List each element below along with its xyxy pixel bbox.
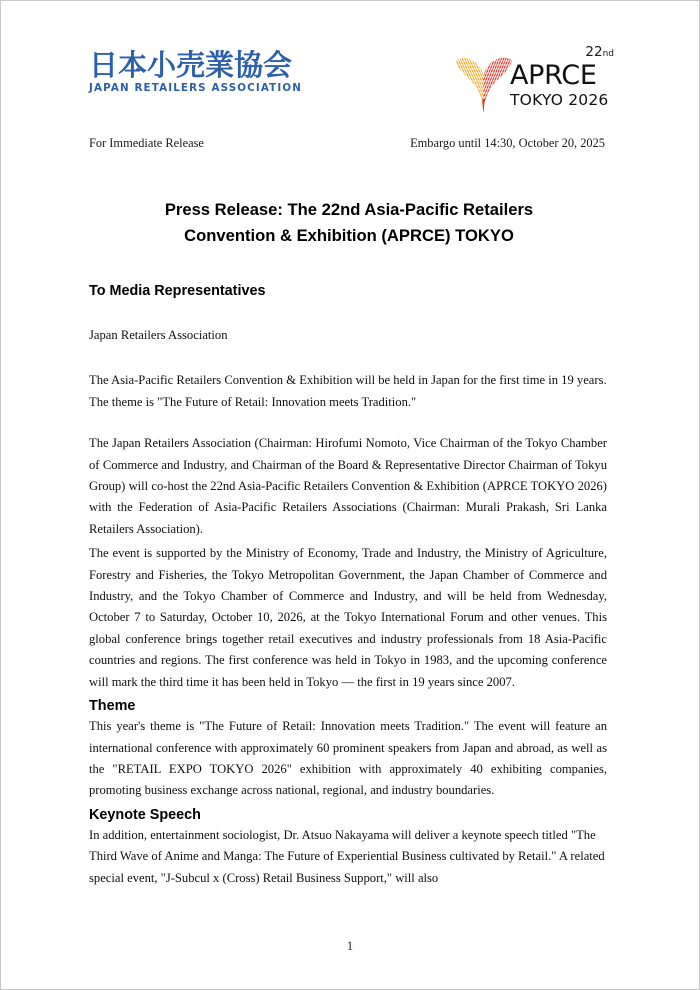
japan-retailers-association-logo xyxy=(89,48,303,95)
jra-logo-japanese-text: 日本小売業協会 xyxy=(89,48,293,82)
page-number: 1 xyxy=(346,939,354,953)
issuer-line: Japan Retailers Association xyxy=(89,328,228,342)
cohost-paragraph: The Japan Retailers Association (Chairman: Hirofumi Nomoto, Vice Chairman of the Tokyo Chamber of Commerce and Industry, and Chairman of the Board & Representative Director Chairman of Tokyu Group) will co-host the 22nd Asia-Pacific Retailers Convention & Exhibition (APRCE TOKYO 2026) with the Federation of Asia-Pacific Retailers Associations (Chairman: Murali Prakash, Sri Lanka Retailers Association). xyxy=(89,436,607,536)
section-heading-keynote-speech: Keynote Speech xyxy=(89,806,201,823)
aprce-location-year-text: TOKYO 2026 xyxy=(510,91,609,109)
letterhead xyxy=(1,45,699,115)
aprce-wordmark xyxy=(510,45,620,109)
aprce-fan-mark-icon xyxy=(453,47,515,115)
spacer xyxy=(89,301,607,325)
release-type-label: For Immediate Release xyxy=(89,136,204,150)
section-body-keynote-speech: In addition, entertainment sociologist, Dr. Atsuo Nakayama will deliver a keynote speech titled "The Third Wave of Anime and Manga: The Future of Experiential Business cultivated by Retail." A related special event, "J-Subcul x (Cross) Retail Business Support," will also xyxy=(89,827,605,885)
release-meta-line xyxy=(89,136,607,151)
aprce-name-text: APRCE xyxy=(510,60,597,91)
aprce-edition-suffix: nd xyxy=(602,49,614,59)
page-title-line-2: Convention & Exhibition (APRCE) TOKYO xyxy=(184,226,514,245)
document-body xyxy=(89,281,607,889)
addressee-heading: To Media Representatives xyxy=(89,283,266,299)
page-title xyxy=(89,197,609,249)
jra-logo-english-text: JAPAN RETAILERS ASSOCIATION xyxy=(89,82,303,94)
embargo-label: Embargo until 14:30, October 20, 2025 xyxy=(410,136,605,150)
page-title-line-1: Press Release: The 22nd Asia-Pacific Retailers xyxy=(164,200,534,219)
aprce-edition-number: 22 xyxy=(585,44,603,60)
spacer xyxy=(89,413,607,433)
intro-paragraph: The Asia-Pacific Retailers Convention & Exhibition will be held in Japan for the first time in 19 years. The theme is "The Future of Retail: Innovation meets Tradition." xyxy=(89,373,607,409)
support-paragraph: The event is supported by the Ministry of Economy, Trade and Industry, the Ministry of Agriculture, Forestry and Fisheries, the Tokyo Metropolitan Government, the Japan Chamber of Commerce and Industry, and the Tokyo Chamber of Commerce and Industry, and will be held from Wednesday, October 7 to Saturday, October 10, 2026, at the Tokyo International Forum and other venues. This global conference brings together retail executives and industry professionals from 18 Asia-Pacific countries and regions. The first conference was held in Tokyo in 1983, and the upcoming conference will mark the third time it has been held in Tokyo — the first in 19 years since 2007. xyxy=(89,546,607,689)
spacer xyxy=(89,346,607,370)
aprce-logo xyxy=(453,45,618,117)
section-body-theme: This year's theme is "The Future of Retail: Innovation meets Tradition." The event will feature an international conference with approximately 60 prominent speakers from Japan and abroad, as well as the "RETAIL EXPO TOKYO 2026" exhibition with approximately 40 exhibiting companies, promoting business exchange across national, regional, and industry boundaries. xyxy=(89,719,607,798)
section-heading-theme: Theme xyxy=(89,698,136,715)
